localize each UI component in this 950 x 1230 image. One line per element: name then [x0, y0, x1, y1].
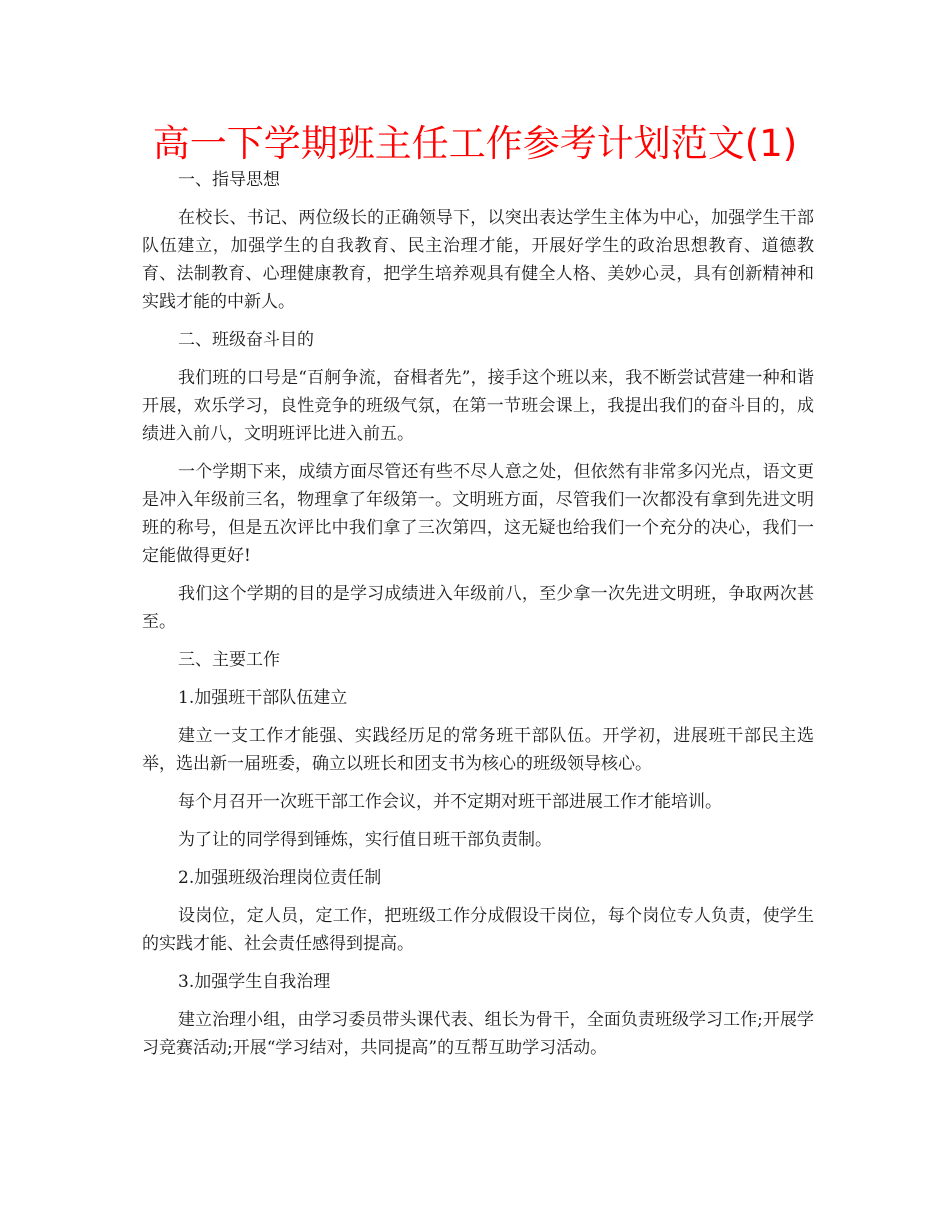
subheading-post-responsibility: 2.加强班级治理岗位责任制: [178, 868, 382, 888]
paragraph: 为了让的同学得到锤炼，实行值日班干部负责制。: [178, 830, 552, 850]
heading-main-work: 三、主要工作: [178, 650, 280, 670]
document-title: 高一下学期班主任工作参考计划范文(1): [152, 122, 798, 165]
paragraph: 我们班的口号是“百舸争流，奋楫者先”，接手这个班以来，我不断尝试营建一种和谐开展，欢乐学习，良性竞争的班级气氛，在第一节班会课上，我提出我们的奋斗目的，成绩进入前八，文明班评比进入前五。: [142, 368, 814, 444]
heading-guiding-ideology: 一、指导思想: [178, 170, 280, 190]
subheading-self-management: 3.加强学生自我治理: [178, 972, 331, 992]
paragraph: 我们这个学期的目的是学习成绩进入年级前八，至少拿一次先进文明班，争取两次甚至。: [142, 584, 814, 632]
document-body: [142, 166, 814, 1072]
subheading-cadre-team: 1.加强班干部队伍建立: [178, 688, 348, 708]
paragraph: 在校长、书记、两位级长的正确领导下，以突出表达学生主体为中心，加强学生干部队伍建立，加强学生的自我教育、民主治理才能，开展好学生的政治思想教育、道德教育、法制教育、心理健康教育，把学生培养观具有健全人格、美妙心灵，具有创新精神和实践才能的中新人。: [142, 208, 814, 312]
paragraph: 设岗位，定人员，定工作，把班级工作分成假设干岗位，每个岗位专人负责，使学生的实践才能、社会责任感得到提高。: [142, 906, 814, 954]
paragraph: 建立一支工作才能强、实践经历足的常务班干部队伍。开学初，进展班干部民主选举，选出新一届班委，确立以班长和团支书为核心的班级领导核心。: [142, 726, 814, 774]
paragraph: 一个学期下来，成绩方面尽管还有些不尽人意之处，但依然有非常多闪光点，语文更是冲入年级前三名，物理拿了年级第一。文明班方面，尽管我们一次都没有拿到先进文明班的称号，但是五次评比中我们拿了三次第四，这无疑也给我们一个充分的决心，我们一定能做得更好!: [142, 462, 814, 566]
heading-class-goals: 二、班级奋斗目的: [178, 330, 314, 350]
paragraph: 建立治理小组，由学习委员带头课代表、组长为骨干，全面负责班级学习工作;开展学习竞赛活动;开展“学习结对，共同提高”的互帮互助学习活动。: [142, 1010, 814, 1058]
paragraph: 每个月召开一次班干部工作会议，并不定期对班干部进展工作才能培训。: [178, 792, 722, 812]
